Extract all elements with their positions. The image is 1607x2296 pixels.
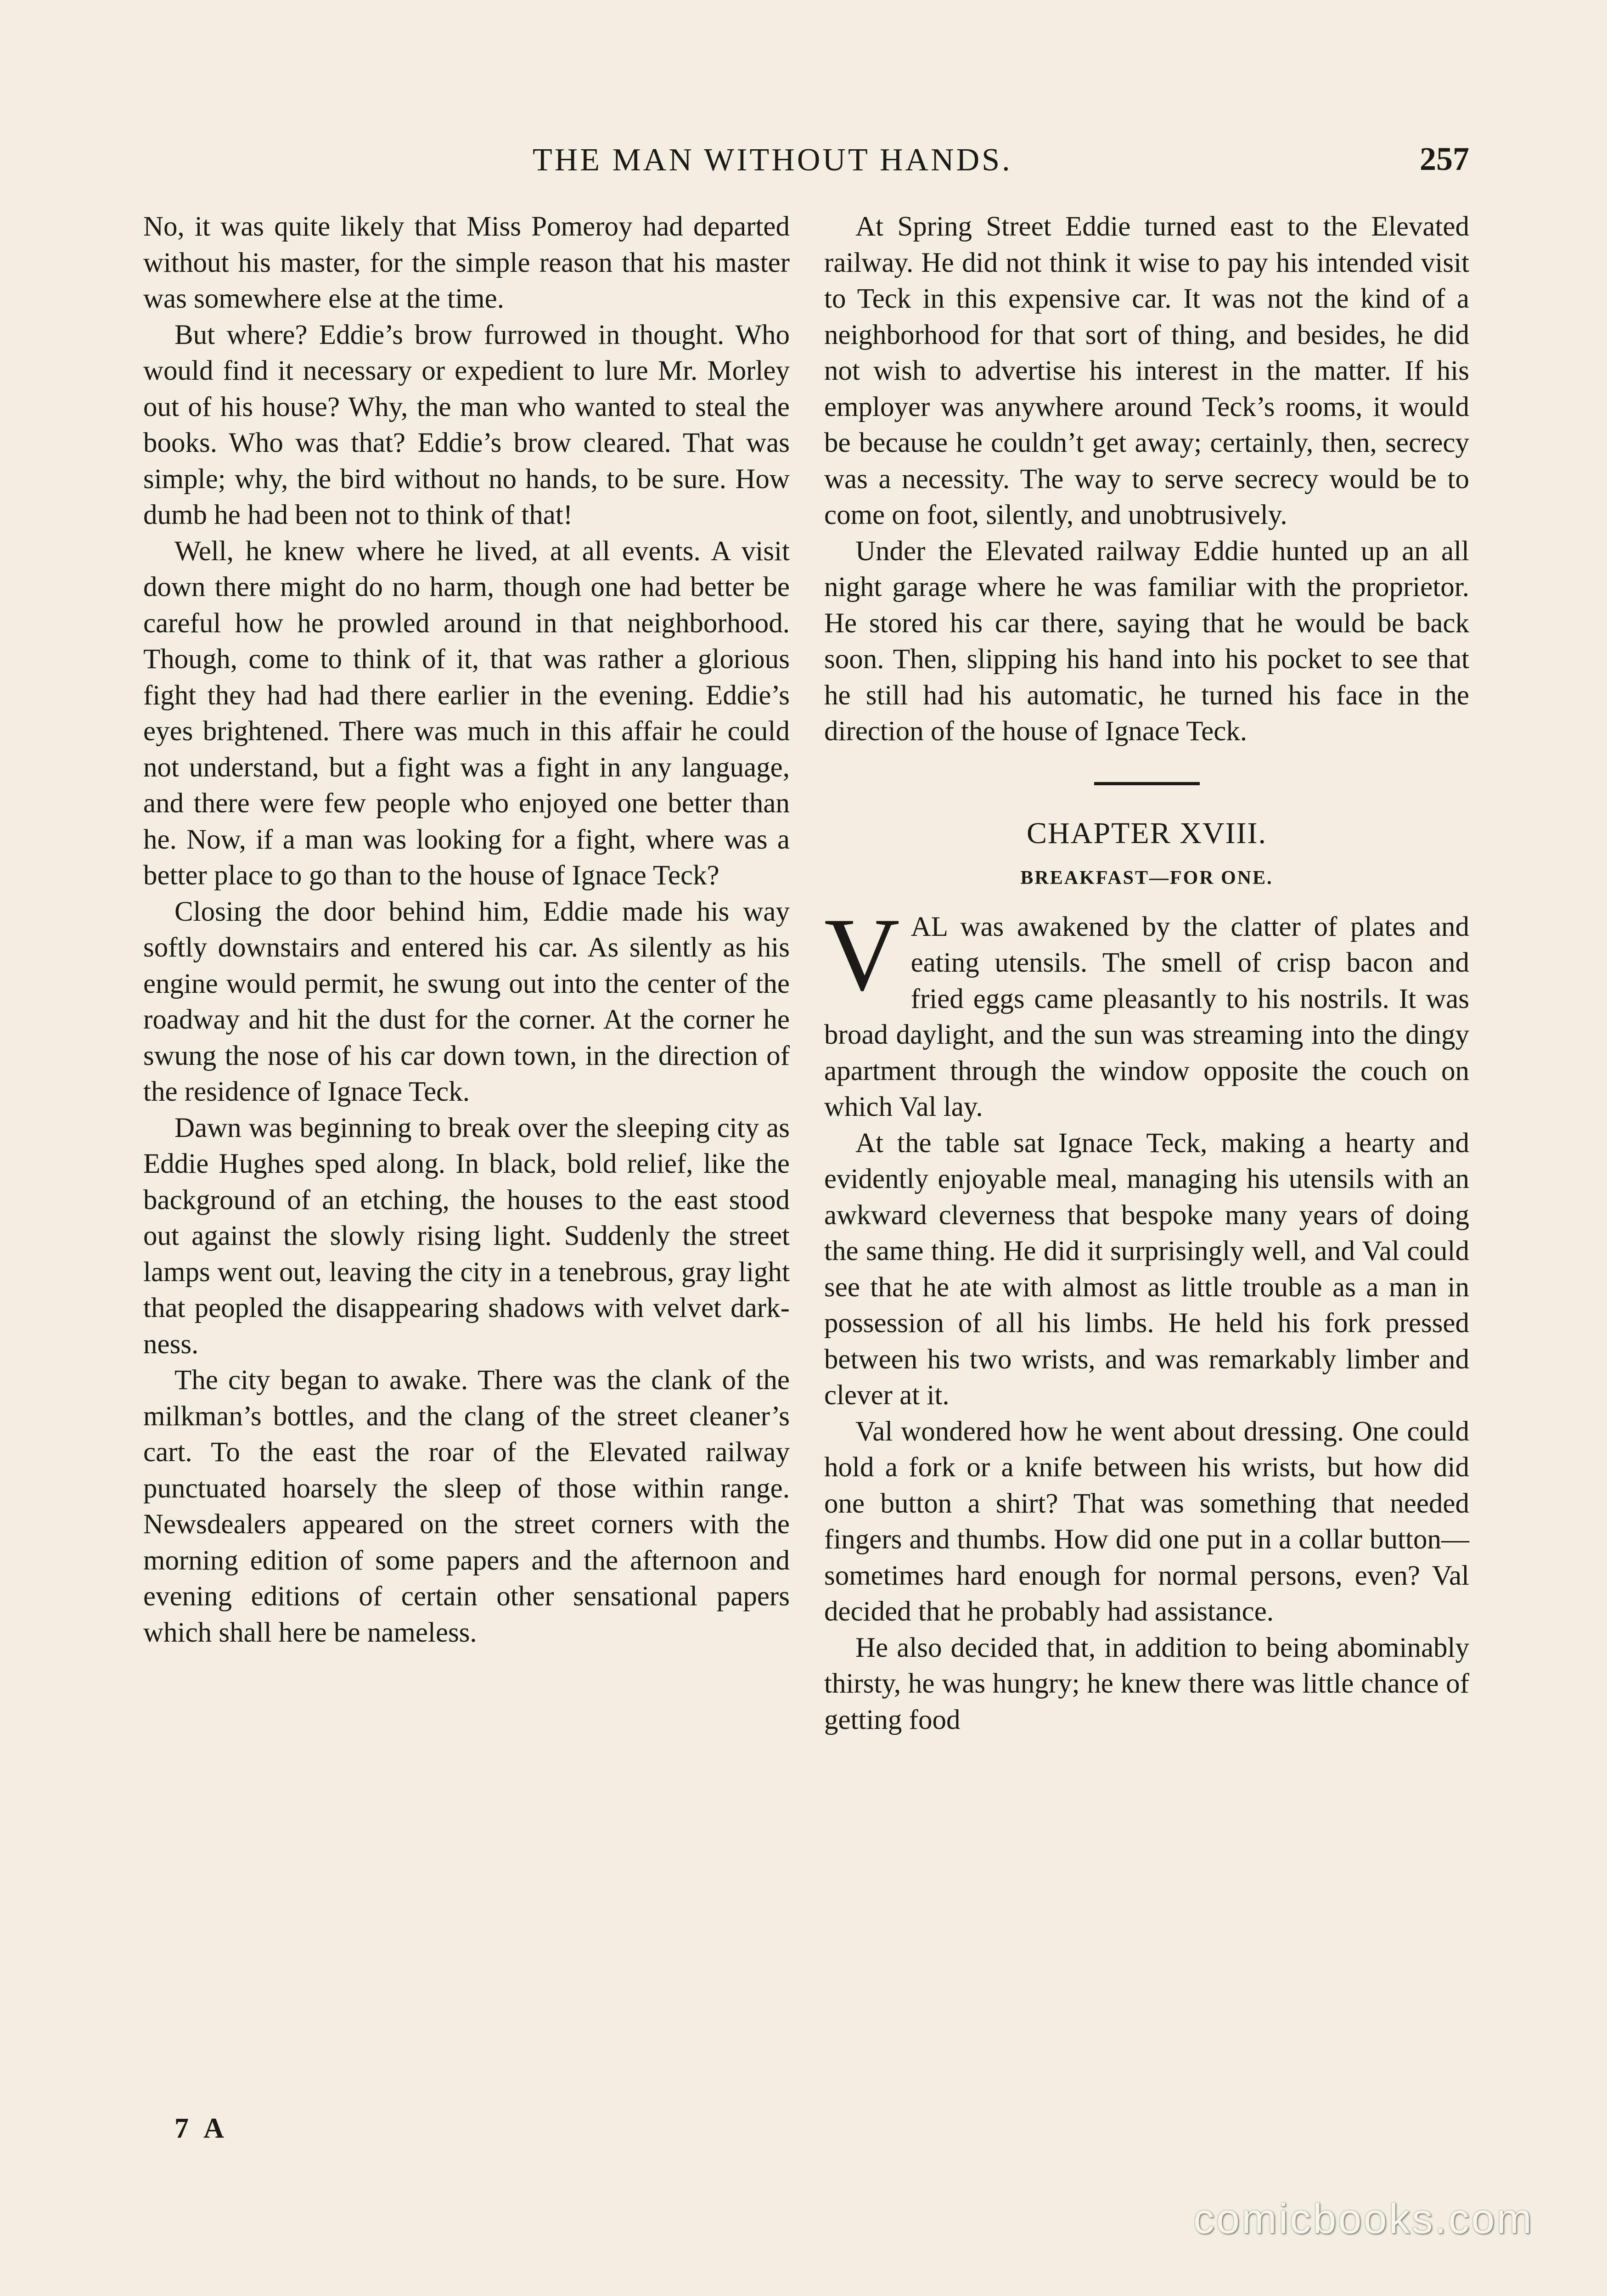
- paragraph: The city began to awake. There was the clank of the milkman’s bottles, and the clang of the street cleaner’s cart. To the east the roar of the Elevated railway punctuated hoarsely the sleep of those within range. Newsdealers appeared on the street corners with the morning edition of some papers and the afternoon and evening editions of certain other sensational papers which shall here be nameless.: [143, 1365, 790, 1648]
- paragraph: He also decided that, in addition to being abominably thirsty, he was hungry; he knew there was little chance of getting food: [824, 1632, 1469, 1735]
- watermark: comicbooks.com: [1193, 2195, 1534, 2242]
- paragraph: Under the Elevated railway Eddie hunted up an all night garage where he was familiar with the proprietor. He stored his car there, saying that he would be back soon. Then, slipping his hand into his pocket to see that he still had his automatic, he turned his face in the direction of the house of Ignace Teck.: [824, 535, 1469, 747]
- right-column: [824, 209, 1469, 1738]
- section-divider: [1094, 782, 1200, 785]
- paragraph: Well, he knew where he lived, at all events. A visit down there might do no harm, though one had better be careful how he prowled around in that neighborhood. Though, come to think of it, that was rather a glorious fight they had had there earlier in the evening. Eddie’s eyes brightened. There was much in this affair he could not understand, but a fight was a fight in any language, and there were few people who enjoyed one better than he. Now, if a man was looking for a fight, where was a better place to go than to the house of Ignace Teck?: [143, 535, 790, 891]
- running-title: THE MAN WITHOUT HANDS.: [533, 142, 1012, 178]
- paragraph: But where? Eddie’s brow furrowed in thought. Who would find it necessary or expedient to lure Mr. Morley out of his house? Why, the man who wanted to steal the books. Who was that? Eddie’s brow cleared. That was simple; why, the bird without no hands, to be sure. How dumb he had been not to think of that!: [143, 319, 790, 530]
- left-column: [143, 209, 790, 1651]
- chapter-title: CHAPTER XVIII.: [1027, 816, 1267, 850]
- running-header: [533, 135, 1469, 186]
- paragraph: No, it was quite likely that Miss Pomeroy had departed without his master, for the simple reason that his master was somewhere else at the time.: [143, 211, 790, 314]
- opening-text: AL was awakened by the clatter of plates and eating utensils. The smell of crisp bacon and fried eggs came pleasantly to his nostrils. It was broad daylight, and the sun was streaming into the dingy apartment through the window opposite the couch on which Val lay.: [824, 911, 1469, 1122]
- paragraph: At Spring Street Eddie turned east to the Elevated railway. He did not think it wise to pay his intended visit to Teck in this expensive car. It was not the kind of a neighborhood for that sort of thing, and besides, he did not wish to advertise his interest in the matter. If his employer was anywhere around Teck’s rooms, it would be because he couldn’t get away; certainly, then, secrecy was a necessity. The way to serve secrecy would be to come on foot, silently, and unobtrusively.: [824, 211, 1469, 530]
- signature-mark: 7 A: [174, 2113, 229, 2144]
- paragraph: Val wondered how he went about dressing. One could hold a fork or a knife between his wrists, but how did one button a shirt? That was something that needed fingers and thumbs. How did one put in a collar button—sometimes hard enough for normal persons, even? Val decided that he probably had assistance.: [824, 1416, 1469, 1627]
- chapter-opening-paragraph: [824, 896, 1469, 1125]
- drop-cap: V: [824, 896, 900, 1013]
- paragraph: Dawn was beginning to break over the sleeping city as Eddie Hughes sped along. In black, bold relief, like the background of an etching, the houses to the east stood out against the slowly rising light. Suddenly the street lamps went out, leaving the city in a tenebrous, gray light that peopled the disappearing shadows with velvet darkness.: [143, 1112, 790, 1360]
- paragraph: Closing the door behind him, Eddie made his way softly downstairs and entered his car. As silently as his engine would permit, he swung out into the center of the roadway and hit the dust for the corner. At the corner he swung the nose of his car down town, in the direction of the residence of Ignace Teck.: [143, 896, 790, 1107]
- page-number: 257: [1420, 141, 1469, 177]
- paragraph: At the table sat Ignace Teck, making a hearty and evidently enjoyable meal, managing his utensils with an awkward cleverness that bespoke many years of doing the same thing. He did it surprisingly well, and Val could see that he ate with almost as little trouble as a man in possession of all his limbs. He held his fork pressed between his two wrists, and was remarkably limber and clever at it.: [824, 1127, 1469, 1411]
- chapter-subtitle: BREAKFAST—FOR ONE.: [1020, 867, 1273, 889]
